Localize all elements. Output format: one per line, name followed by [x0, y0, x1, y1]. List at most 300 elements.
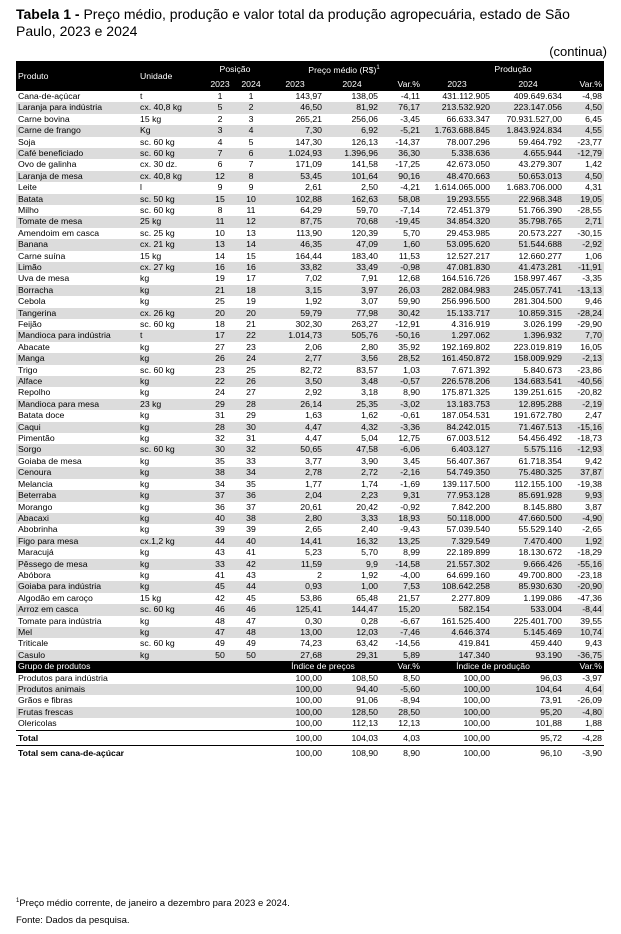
production-2023: 77.953.128: [422, 490, 492, 501]
table-row: [16, 205, 604, 216]
position-2023: 16: [204, 262, 236, 273]
group-header-var: Var.%: [380, 661, 422, 672]
price-var: -6,06: [380, 444, 422, 455]
prod-index-var: -4,80: [564, 707, 604, 718]
price-2024: 2,72: [324, 467, 380, 478]
position-2024: 33: [246, 455, 256, 466]
price-index-base: 100,00: [266, 707, 324, 718]
production-2024: 134.683.541: [492, 376, 564, 387]
total-row: [16, 745, 604, 760]
price-2023: 125,41: [266, 604, 324, 615]
position-2023: 9: [217, 182, 223, 193]
header-preco-var: Var.%: [380, 77, 422, 91]
production-2023: 4.316.919: [451, 319, 491, 330]
production-2024: 223.147.056: [492, 102, 564, 113]
position-2023: 26: [204, 353, 236, 364]
position-2024: 50: [236, 650, 266, 661]
price-index-base: 100,00: [295, 672, 323, 683]
position-2024: 35: [246, 478, 256, 489]
price-2023: 46,35: [266, 239, 324, 250]
unit: kg: [138, 581, 204, 592]
production-2024: 93.190: [492, 650, 564, 661]
price-var: 76,17: [380, 102, 422, 113]
price-2023: 53,86: [300, 592, 323, 603]
table-row: [16, 262, 604, 273]
price-2023: 1,63: [305, 410, 323, 421]
group-row: [16, 718, 604, 730]
product-name: Limão: [16, 262, 138, 273]
price-2023: 2,04: [266, 490, 324, 501]
production-var: -3,35: [582, 273, 603, 284]
position-2024: 40: [236, 536, 266, 547]
price-2023: 87,75: [266, 216, 324, 227]
position-2023: 31: [215, 410, 225, 421]
price-2023: 102,88: [266, 194, 324, 205]
table-row: [16, 102, 604, 113]
production-2024: 10.859.315: [492, 308, 564, 319]
unit: cx. 21 kg: [138, 239, 204, 250]
product-name: Repolho: [18, 387, 51, 398]
prod-index-base: 100,00: [422, 745, 492, 760]
price-2024: 505,76: [324, 330, 380, 341]
product-name: Café beneficiado: [16, 148, 138, 159]
price-var: 30,42: [380, 308, 422, 319]
price-2023: 147,30: [295, 136, 323, 147]
unit: kg: [140, 433, 150, 444]
production-var: 19,05: [564, 194, 604, 205]
production-var: 3,87: [585, 501, 603, 512]
production-2024: 3.026.199: [523, 319, 563, 330]
prod-index-base: 100,00: [463, 718, 491, 729]
price-2023: 14,41: [266, 536, 324, 547]
position-2023: 42: [215, 592, 225, 603]
price-2023: 64,29: [300, 204, 323, 215]
production-var: -55,16: [564, 559, 604, 570]
price-var: -6,67: [400, 615, 421, 626]
unit: sc. 60 kg: [140, 136, 175, 147]
production-2024: 12.660.277: [518, 250, 563, 261]
table-row: [16, 353, 604, 364]
product-name: Laranja de mesa: [16, 171, 138, 182]
product-name: Batata: [16, 194, 138, 205]
table-row: [16, 171, 604, 182]
production-2023: 7.671.392: [451, 364, 491, 375]
production-var: -23,86: [577, 364, 603, 375]
production-2023: 7.842.200: [451, 501, 491, 512]
production-2024: 5.840.673: [523, 364, 563, 375]
table-row: [16, 638, 604, 649]
unit: kg: [138, 490, 204, 501]
production-2024: 1.683.706.000: [506, 182, 563, 193]
price-var: 18,93: [380, 513, 422, 524]
unit: 23 kg: [138, 399, 204, 410]
unit: t: [140, 90, 143, 101]
price-index-2024: 94,40: [324, 684, 380, 695]
position-2024: 28: [236, 399, 266, 410]
production-2023: 34.854.320: [422, 216, 492, 227]
position-2023: 15: [204, 194, 236, 205]
production-2024: 223.019.819: [513, 341, 563, 352]
price-2023: 1,92: [305, 296, 323, 307]
price-var: -2,16: [380, 467, 422, 478]
position-2024: 13: [246, 227, 256, 238]
position-2024: 9: [248, 182, 254, 193]
price-2023: 4,47: [305, 433, 323, 444]
production-2024: 1.199.086: [523, 592, 563, 603]
price-2023: 2,80: [266, 513, 324, 524]
production-2023: 5.338.636: [422, 148, 492, 159]
position-2023: 44: [204, 536, 236, 547]
position-2023: 37: [204, 490, 236, 501]
production-var: -2,19: [564, 399, 604, 410]
total-label: Total sem cana-de-açúcar: [16, 745, 266, 760]
production-var: 1,06: [585, 250, 603, 261]
price-2024: 3,18: [361, 387, 379, 398]
production-2024: 7.470.400: [492, 536, 564, 547]
production-var: -15,16: [564, 422, 604, 433]
unit: l: [140, 182, 142, 193]
production-var: -23,77: [577, 136, 603, 147]
price-2024: 162,63: [324, 194, 380, 205]
production-2024: 409.649.634: [513, 90, 563, 101]
product-name: Cenoura: [16, 467, 138, 478]
table-row: [16, 308, 604, 319]
table-number: Tabela 1 -: [16, 6, 80, 22]
prod-index-base: 100,00: [422, 684, 492, 695]
price-index-2024: 128,50: [324, 707, 380, 718]
position-2024: 49: [246, 638, 256, 649]
position-2023: 1: [217, 90, 223, 101]
production-2024: 43.279.307: [518, 159, 563, 170]
price-2023: 4,47: [266, 422, 324, 433]
product-name: Arroz em casca: [16, 604, 138, 615]
price-2023: 164,44: [295, 250, 323, 261]
production-2024: 4.655.944: [492, 148, 564, 159]
price-var: -0,98: [380, 262, 422, 273]
table-row: [16, 365, 604, 376]
unit: 15 kg: [140, 113, 162, 124]
production-2024: 59.464.792: [518, 136, 563, 147]
price-var: 26,03: [380, 285, 422, 296]
price-var: 7,53: [380, 581, 422, 592]
production-var: 9,46: [585, 296, 603, 307]
price-2024: 65,48: [356, 592, 379, 603]
product-name: Soja: [18, 136, 36, 147]
production-2023: 7.329.549: [422, 536, 492, 547]
position-2024: 24: [236, 353, 266, 364]
production-2024: 35.798.765: [492, 216, 564, 227]
price-var: -4,11: [400, 90, 421, 101]
product-name: Mandioca para mesa: [16, 399, 138, 410]
unit: cx. 27 kg: [138, 262, 204, 273]
header-preco-2024: 2024: [324, 77, 380, 91]
position-2023: 19: [215, 273, 225, 284]
product-name: Triticale: [18, 638, 49, 649]
position-2023: 50: [204, 650, 236, 661]
production-var: -20,82: [577, 387, 603, 398]
production-var: -28,55: [577, 204, 603, 215]
price-2024: 1,92: [361, 569, 379, 580]
price-var: -3,36: [380, 422, 422, 433]
price-2023: 7,30: [266, 125, 324, 136]
position-2024: 22: [236, 330, 266, 341]
table-title: [16, 6, 612, 40]
position-2023: 4: [217, 136, 223, 147]
source-note: Fonte: Dados da pesquisa.: [16, 915, 130, 926]
price-index-var: 4,03: [380, 730, 422, 745]
position-2023: 47: [204, 627, 236, 638]
price-var: -14,58: [380, 559, 422, 570]
unit: cx. 26 kg: [138, 308, 204, 319]
product-name: Melancia: [18, 478, 53, 489]
price-2024: 77,98: [324, 308, 380, 319]
price-var: 8,99: [403, 547, 421, 558]
group-name: Grãos e fibras: [18, 695, 73, 706]
position-2023: 38: [204, 467, 236, 478]
table-row: [16, 627, 604, 638]
header-produto: Produto: [16, 61, 138, 91]
position-2023: 23: [215, 364, 225, 375]
table-row: [16, 502, 604, 513]
price-2024: 33,49: [324, 262, 380, 273]
prod-index-base: 100,00: [422, 730, 492, 745]
position-2024: 18: [236, 285, 266, 296]
unit: Kg: [138, 125, 204, 136]
price-2024: 12,03: [324, 627, 380, 638]
production-2023: 108.642.258: [422, 581, 492, 592]
position-2024: 5: [248, 136, 254, 147]
price-2024: 25,35: [324, 399, 380, 410]
table-row: [16, 387, 604, 398]
production-2024: 70.931.527,00: [506, 113, 563, 124]
price-2023: 59,79: [266, 308, 324, 319]
price-2023: 2,78: [266, 467, 324, 478]
price-var: -0,57: [380, 376, 422, 387]
product-name: Abacaxi: [16, 513, 138, 524]
production-2023: 29.453.985: [446, 227, 491, 238]
product-name: Abacate: [18, 341, 50, 352]
price-2024: 6,92: [324, 125, 380, 136]
table-row: [16, 513, 604, 524]
production-var: 16,05: [580, 341, 603, 352]
position-2024: 26: [236, 376, 266, 387]
unit: kg: [140, 547, 150, 558]
production-2023: 56.407.367: [446, 455, 491, 466]
position-2024: 11: [246, 204, 256, 215]
product-name: Goiaba para indústria: [16, 581, 138, 592]
prod-index-base: 100,00: [422, 707, 492, 718]
product-name: Feijão: [18, 319, 42, 330]
price-2024: 144,47: [324, 604, 380, 615]
price-2023: 5,23: [305, 547, 323, 558]
price-var: -0,92: [400, 501, 421, 512]
price-var: -50,16: [380, 330, 422, 341]
table-row: [16, 216, 604, 227]
production-2023: 4.646.374: [422, 627, 492, 638]
unit: kg: [140, 410, 150, 421]
position-2024: 48: [236, 627, 266, 638]
prod-index-var: -3,97: [582, 672, 603, 683]
table-row: [16, 456, 604, 467]
price-2024: 126,13: [351, 136, 379, 147]
production-2024: 71.467.513: [492, 422, 564, 433]
price-var: -3,45: [400, 113, 421, 124]
position-2023: 29: [204, 399, 236, 410]
price-2024: 47,09: [324, 239, 380, 250]
price-index-2024: 108,50: [351, 672, 379, 683]
production-var: 4,55: [564, 125, 604, 136]
table-row: [16, 570, 604, 581]
product-name: Cebola: [18, 296, 46, 307]
product-name: Caqui: [16, 422, 138, 433]
price-var: -0,61: [400, 410, 421, 421]
product-name: Figo para mesa: [16, 536, 138, 547]
price-var: 1,03: [403, 364, 421, 375]
position-2024: 12: [236, 216, 266, 227]
production-var: -4,98: [582, 90, 603, 101]
totals-section: [16, 730, 604, 760]
position-2023: 13: [204, 239, 236, 250]
price-var: -14,56: [395, 638, 421, 649]
production-2023: 42.673.050: [446, 159, 491, 170]
production-2024: 139.251.615: [513, 387, 563, 398]
position-2023: 3: [204, 125, 236, 136]
group-header-price-index: Índice de preços: [266, 661, 380, 672]
price-var: 5,70: [403, 227, 421, 238]
price-index-2024: 112,13: [352, 718, 379, 729]
price-2024: 256,06: [351, 113, 379, 124]
table-row: [16, 285, 604, 296]
production-2024: 75.480.325: [492, 467, 564, 478]
price-2023: 82,72: [300, 364, 323, 375]
price-index-var: -5,60: [380, 684, 422, 695]
production-2024: 112.155.100: [514, 478, 563, 489]
price-2024: 120,39: [351, 227, 379, 238]
unit: 15 kg: [140, 592, 162, 603]
position-2024: 44: [236, 581, 266, 592]
price-2023: 2,61: [305, 182, 323, 193]
production-2024: 49.700.800: [518, 569, 563, 580]
production-var: -12,93: [564, 444, 604, 455]
position-2024: 14: [236, 239, 266, 250]
position-2023: 2: [217, 113, 223, 124]
unit: kg: [140, 524, 150, 535]
price-2024: 3,33: [324, 513, 380, 524]
price-index-var: 28,50: [380, 707, 422, 718]
price-2024: 4,32: [324, 422, 380, 433]
position-2023: 28: [204, 422, 236, 433]
unit: cx. 40,8 kg: [138, 171, 204, 182]
production-var: -4,90: [564, 513, 604, 524]
price-2024: 5,70: [361, 547, 379, 558]
price-var: 28,52: [380, 353, 422, 364]
production-2023: 15.133.717: [422, 308, 492, 319]
production-2024: 50.653.013: [492, 171, 564, 182]
price-index-base: 100,00: [295, 718, 323, 729]
table-row: [16, 479, 604, 490]
total-label: Total: [16, 730, 266, 745]
position-2023: 14: [215, 250, 225, 261]
group-name: Olericolas: [18, 718, 57, 729]
table-row: [16, 182, 604, 193]
production-2023: 147.340: [422, 650, 492, 661]
price-var: -4,21: [400, 182, 421, 193]
product-name: Mandioca para indústria: [16, 330, 138, 341]
table-row: [16, 159, 604, 170]
table-row: [16, 228, 604, 239]
header-posicao: Posição: [204, 61, 266, 77]
position-2023: 41: [215, 569, 225, 580]
price-2023: 1.014,73: [266, 330, 324, 341]
prod-index-2024: 96,10: [492, 745, 564, 760]
table-row: [16, 467, 604, 478]
price-2024: 1,74: [361, 478, 379, 489]
position-2024: 1: [248, 90, 254, 101]
production-2023: 164.516.726: [441, 273, 491, 284]
price-2023: 3,50: [266, 376, 324, 387]
position-2023: 35: [215, 455, 225, 466]
production-2023: 161.525.400: [441, 615, 491, 626]
table-row: [16, 422, 604, 433]
table-row: [16, 433, 604, 444]
production-2024: 158.997.467: [513, 273, 563, 284]
product-name: Tangerina: [16, 308, 138, 319]
position-2023: 43: [215, 547, 225, 558]
production-var: -2,13: [564, 353, 604, 364]
unit: sc. 60 kg: [138, 148, 204, 159]
production-2024: 281.304.500: [513, 296, 563, 307]
position-2024: 23: [246, 341, 256, 352]
group-section: [16, 661, 604, 730]
production-2023: 19.293.555: [422, 194, 492, 205]
production-var: 2,71: [564, 216, 604, 227]
price-2023: 7,02: [305, 273, 323, 284]
price-2024: 138,05: [351, 90, 379, 101]
table-row: [16, 114, 604, 125]
position-2024: 20: [236, 308, 266, 319]
production-var: -30,15: [577, 227, 603, 238]
position-2023: 39: [215, 524, 225, 535]
price-2023: 1,77: [305, 478, 323, 489]
price-2023: 3,15: [266, 285, 324, 296]
production-2023: 226.578.206: [422, 376, 492, 387]
production-2024: 18.130.672: [518, 547, 563, 558]
production-2023: 12.527.217: [446, 250, 491, 261]
product-name: Pêssego de mesa: [16, 559, 138, 570]
price-index-base: 100,00: [266, 684, 324, 695]
table-row: [16, 616, 604, 627]
unit: kg: [138, 353, 204, 364]
price-2023: 265,21: [295, 113, 323, 124]
production-var: 10,74: [564, 627, 604, 638]
production-var: -20,90: [564, 581, 604, 592]
product-name: Banana: [16, 239, 138, 250]
production-var: -29,90: [577, 319, 603, 330]
production-2023: 582.154: [422, 604, 492, 615]
unit: kg: [138, 422, 204, 433]
position-2024: 4: [236, 125, 266, 136]
position-2024: 43: [246, 569, 256, 580]
header-pos-2024: 2024: [236, 77, 266, 91]
unit: kg: [138, 467, 204, 478]
prod-index-var: -26,09: [577, 695, 603, 706]
price-index-var: -8,94: [400, 695, 421, 706]
price-2024: 63,42: [356, 638, 379, 649]
production-2023: 84.242.015: [422, 422, 492, 433]
production-2023: 1.614.065.000: [434, 182, 491, 193]
price-var: 3,45: [403, 455, 421, 466]
header-prod-2024: 2024: [492, 77, 564, 91]
